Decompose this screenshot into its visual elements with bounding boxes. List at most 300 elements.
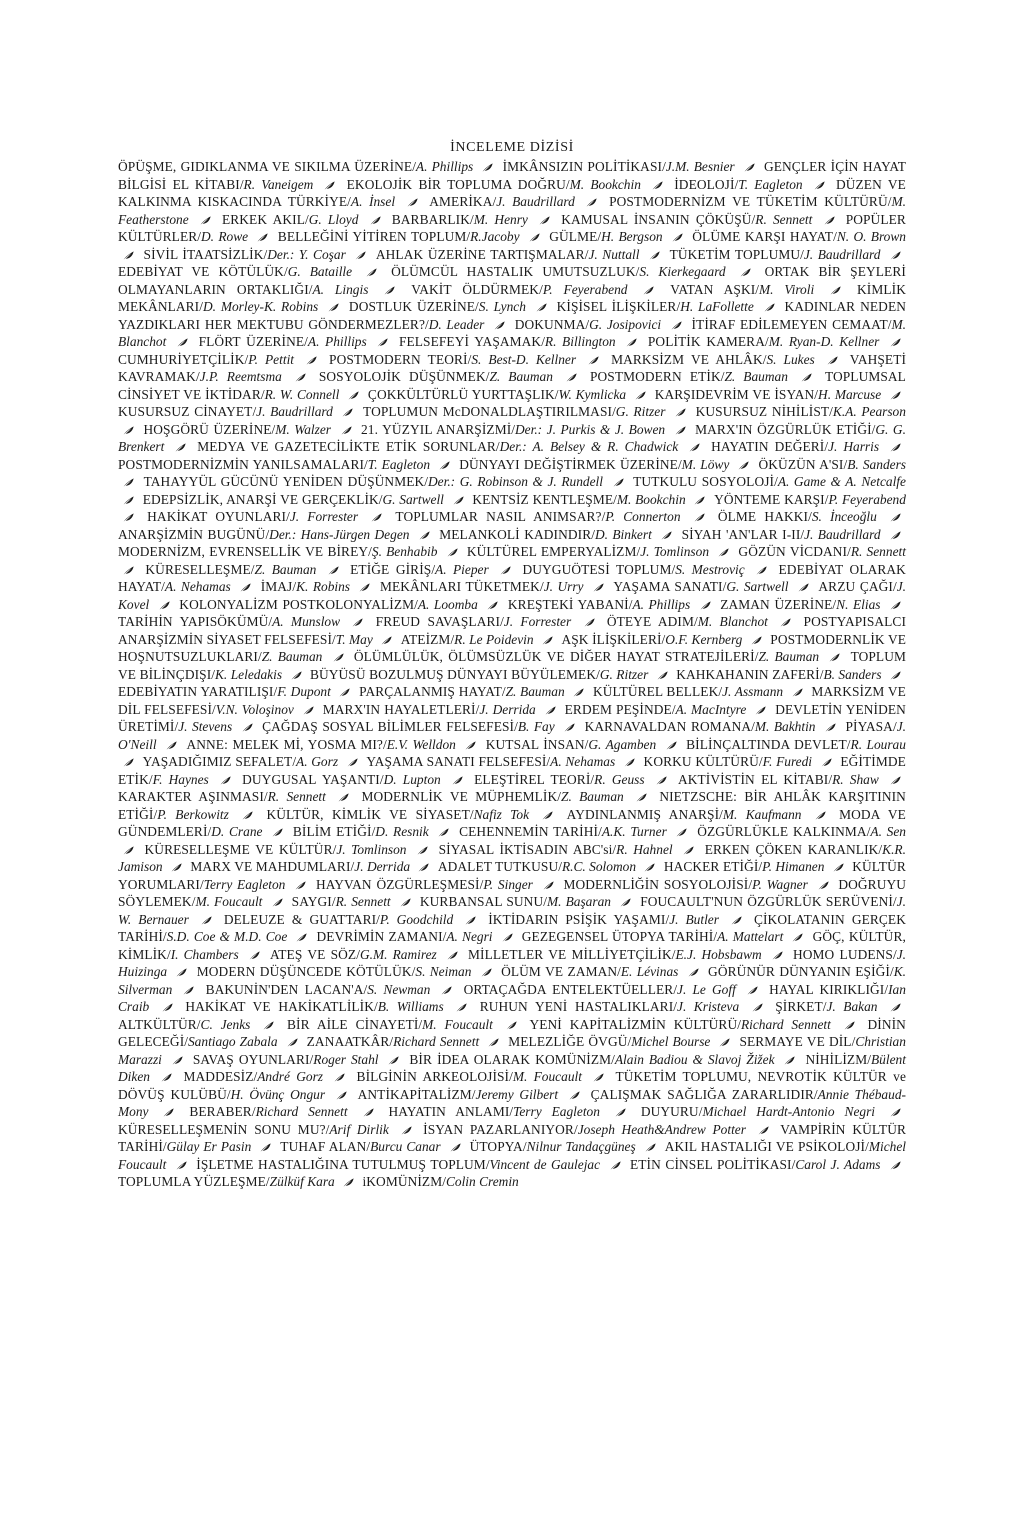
book-title: KUTSAL İNSAN xyxy=(485,736,585,752)
book-title: GÖRÜNÜR DÜNYANIN EŞİĞİ xyxy=(708,964,890,979)
book-title: MODERNLİĞİN SOSYOLOJİSİ xyxy=(563,876,749,892)
book-entry: DOĞRUYU SÖYLEMEK/M. Foucault xyxy=(118,876,907,909)
book-author: S. Lukes xyxy=(766,351,815,367)
book-author: E.J. Hobsbawm xyxy=(675,946,762,962)
book-entry: ELEŞTİREL TEORİ/R. Geuss xyxy=(474,771,645,787)
book-title: PARÇALANMIŞ HAYAT xyxy=(359,684,502,699)
book-entry: POLİTİK KAMERA/M. Ryan-D. Kellner xyxy=(647,334,880,349)
book-author: Michel Foucault xyxy=(118,1139,907,1172)
book-author: D. Rowe xyxy=(201,229,249,244)
book-entry: MADDESİZ/André Gorz xyxy=(183,1069,324,1084)
book-entry: VAMPİRİN KÜLTÜR TARİHİ/Gülay Er Pasin xyxy=(118,1121,906,1154)
book-author: M. Henry xyxy=(473,211,528,227)
book-title: ÖTEYE ADIM xyxy=(606,614,694,629)
book-title: GÖÇ, KÜLTÜR, KİMLİK xyxy=(118,929,906,962)
book-title: NİHİLİZM xyxy=(805,1051,868,1067)
book-title: İMKÂNSIZIN POLİTİKASI xyxy=(502,159,663,174)
book-author: J. O'Neill xyxy=(118,719,906,752)
book-title: DÜZEN VE KALKINMA KISKACINDA TÜRKİYE xyxy=(118,176,906,209)
book-author: A. Nehamas xyxy=(164,579,231,594)
book-author: J. Huizinga xyxy=(118,946,906,979)
book-entry: KÜLTÜREL BELLEK/J. Assmann xyxy=(592,684,784,699)
book-title: 21. YÜZYIL ANARŞİZMİ xyxy=(361,421,512,437)
book-entry: KENTSİZ KENTLEŞME/M. Bookchin xyxy=(472,491,686,507)
leaf-icon xyxy=(439,461,450,470)
book-author: D. Morley-K. Robins xyxy=(202,299,319,314)
book-author: A. Phillips xyxy=(307,334,367,349)
leaf-icon xyxy=(171,863,182,872)
book-author: D. Resnik xyxy=(375,824,429,839)
book-title: FLÖRT ÜZERİNE xyxy=(198,334,305,349)
book-author: J. Derrida xyxy=(354,859,411,874)
leaf-icon xyxy=(675,408,686,417)
leaf-icon xyxy=(539,216,550,225)
book-title: DOKUNMA xyxy=(514,316,586,332)
leaf-icon xyxy=(242,811,253,820)
book-entry: YAŞAMA SANATI/G. Sartwell xyxy=(613,579,789,594)
book-title: ÖKÜZÜN A'SI xyxy=(758,456,844,472)
book-title: YAŞAMA SANATI xyxy=(613,579,723,594)
book-author: S. Kierkegaard xyxy=(639,264,726,279)
leaf-icon xyxy=(240,583,251,592)
book-title: KÜLTÜR, KİMLİK VE SİYASET xyxy=(266,806,470,822)
leaf-icon xyxy=(272,828,283,837)
book-title: NIETZSCHE: BİR AHLÂK KARŞITININ ETİĞİ xyxy=(118,789,906,822)
leaf-icon xyxy=(482,163,493,172)
leaf-icon xyxy=(818,881,829,890)
leaf-icon xyxy=(465,741,476,750)
leaf-icon xyxy=(529,233,540,242)
leaf-icon xyxy=(296,933,307,942)
book-title: KUSURSUZ CİNAYET xyxy=(118,404,253,419)
book-title: KARNAVALDAN ROMANA xyxy=(584,719,752,734)
book-author: P. Himanen xyxy=(762,859,825,874)
book-title: KOLONYALİZM POSTKOLONYALİZM xyxy=(179,596,415,612)
book-title: MEKÂNLARI TÜKETMEK xyxy=(379,579,540,594)
book-title: VATAN AŞKI xyxy=(670,281,756,297)
book-entry: ANNE: MELEK Mİ, YOSMA MI?/E.V. Welldon xyxy=(186,736,456,752)
book-author: J. Kristeva xyxy=(677,999,740,1014)
book-author: R.Jacoby xyxy=(470,229,520,244)
book-entry: VATAN AŞKI/M. Viroli xyxy=(670,281,815,297)
book-entry: HAYAL KIRIKLIĞI/Ian Craib xyxy=(118,981,906,1014)
book-entry: HACKER ETİĞİ/P. Himanen xyxy=(663,859,825,874)
book-author: H. Övünç Ongur xyxy=(230,1086,326,1102)
book-author: J. Stevens xyxy=(178,719,233,734)
book-entry: ADALET TUTKUSU/R.C. Solomon xyxy=(437,859,637,874)
leaf-icon xyxy=(506,1021,517,1030)
leaf-icon xyxy=(610,1161,621,1170)
leaf-icon xyxy=(488,1038,499,1047)
leaf-icon xyxy=(291,671,302,680)
book-author: R. Sennett xyxy=(335,894,391,909)
book-title: ORTAÇAĞDA ENTELEKTÜELLER xyxy=(463,981,674,997)
book-title: HOMO LUDENS xyxy=(793,946,893,962)
leaf-icon xyxy=(719,1038,730,1047)
book-title: VAKİT ÖLDÜRMEK xyxy=(411,281,540,297)
book-entry: HAYVAN ÖZGÜRLEŞMESİ/P. Singer xyxy=(315,876,533,892)
book-author: W. Kymlicka xyxy=(558,386,627,402)
book-title: AKIL HASTALIĞI VE PSİKOLOJİ xyxy=(664,1139,866,1154)
book-entry: ÖLÜM VE ZAMAN/E. Lévinas xyxy=(501,964,679,979)
leaf-icon xyxy=(566,373,577,382)
book-title: EĞİTİMDE ETİK xyxy=(118,754,906,787)
book-title: MODERN DÜŞÜNCEDE KÖTÜLÜK xyxy=(196,964,412,979)
book-author: P. Berkowitz xyxy=(157,806,229,822)
leaf-icon xyxy=(694,513,705,522)
leaf-icon xyxy=(441,986,452,995)
book-title: EKOLOJİK BİR TOPLUMA DOĞRU xyxy=(346,176,566,192)
book-entry: MARKSİZM VE DİL FELSEFESİ/V.N. Voloşinov xyxy=(118,684,906,717)
book-author: M. Foucault xyxy=(512,1069,582,1084)
book-entry: FOUCAULT'NUN ÖZGÜRLÜK SERÜVENİ/J. W. Bernauer xyxy=(118,894,906,927)
book-author: Bülent Diken xyxy=(118,1051,906,1084)
book-entry: KARNAVALDAN ROMANA/M. Bakhtin xyxy=(584,719,816,734)
book-title: ZAMAN ÜZERİNE xyxy=(720,596,833,612)
leaf-icon xyxy=(166,741,177,750)
book-author: Terry Eagleton xyxy=(203,876,286,892)
book-title: DUYGUÖTESİ TOPLUM xyxy=(522,561,672,577)
book-author: R. W. Connell xyxy=(264,386,340,402)
leaf-icon xyxy=(306,356,317,365)
leaf-icon xyxy=(542,636,553,645)
book-author: Arif Dirlik xyxy=(329,1121,389,1137)
book-entry: KAMUSAL İNSANIN ÇÖKÜŞÜ/R. Sennett xyxy=(561,211,813,227)
book-entry: AKIL HASTALIĞI VE PSİKOLOJİ/Michel Foucault xyxy=(118,1139,907,1172)
book-entry: YÖNTEME KARŞI/P. Feyerabend xyxy=(714,491,906,507)
leaf-icon xyxy=(756,566,767,575)
book-title: ÖLÜME KARŞI HAYAT xyxy=(692,229,834,244)
book-title: İDEOLOJİ xyxy=(674,176,735,192)
leaf-icon xyxy=(801,373,812,382)
book-title: MARX'IN ÖZGÜRLÜK ETİĞİ xyxy=(695,421,872,437)
book-author: Vincent de Gaulejac xyxy=(489,1156,601,1172)
leaf-icon xyxy=(295,373,306,382)
book-author: R. Shaw xyxy=(832,771,879,787)
book-author: M. Foucault xyxy=(422,1016,493,1032)
leaf-icon xyxy=(740,268,751,277)
book-author: J. Forrester xyxy=(289,509,359,524)
book-author: S. Best-D. Kellner xyxy=(471,351,577,367)
book-author: T. Eagleton xyxy=(367,456,431,472)
leaf-icon xyxy=(593,583,604,592)
book-title: KÜRESELLEŞMENİN SONU MU? xyxy=(118,1121,326,1137)
book-author: M. Featherstone xyxy=(118,194,906,227)
leaf-icon xyxy=(694,496,705,505)
book-author: J.M. Besnier xyxy=(665,159,735,174)
book-entry: PİYASA/J. O'Neill xyxy=(118,719,906,752)
book-entry: BÜYÜSÜ BOZULMUŞ DÜNYAYI BÜYÜLEMEK/G. Ritzer xyxy=(309,666,649,682)
book-title: BİLİNÇALTINDA DEVLET xyxy=(686,736,847,752)
book-author: G. Ritzer xyxy=(599,666,649,682)
book-title: TÜKETİM TOPLUMU xyxy=(669,246,801,262)
book-title: HOŞGÖRÜ ÜZERİNE xyxy=(143,421,272,437)
book-author: Der.: G. Robinson & J. Rundell xyxy=(428,474,603,489)
book-entry: EDEPSİZLİK, ANARŞİ VE GERÇEKLİK/G. Sartwell xyxy=(142,491,444,507)
book-author: G. Lloyd xyxy=(308,211,359,227)
book-author: H. Marcuse xyxy=(818,386,882,402)
book-entry: ÖPÜŞME, GIDIKLANMA VE SIKILMA ÜZERİNE/A. Phillips xyxy=(118,159,474,174)
book-title: POSTMODERNİZM VE TÜKETİM KÜLTÜRÜ xyxy=(609,194,888,209)
leaf-icon xyxy=(827,356,838,365)
leaf-icon xyxy=(494,321,505,330)
book-title: KENTSİZ KENTLEŞME xyxy=(472,491,614,507)
book-entry: MELANKOLİ KADINDIR/D. Binkert xyxy=(439,526,652,542)
book-entry: KÜRESELLEŞME VE KÜLTÜR/J. Tomlinson xyxy=(144,841,407,857)
book-author: J. W. Bernauer xyxy=(118,894,906,927)
book-author: Nilnur Tandaçgüneş xyxy=(526,1139,636,1154)
book-entry: ORTAÇAĞDA ENTELEKTÜELLER/J. Le Goff xyxy=(463,981,736,997)
leaf-icon xyxy=(751,636,762,645)
book-author: R. Le Poidevin xyxy=(454,631,534,647)
book-title: ETİN CİNSEL POLİTİKASI xyxy=(629,1156,792,1172)
book-title: KÜLTÜREL BELLEK xyxy=(592,684,719,699)
leaf-icon xyxy=(649,251,660,260)
leaf-icon xyxy=(370,216,381,225)
leaf-icon xyxy=(123,566,134,575)
book-entry: YENİ KAPİTALİZMİN KÜLTÜRÜ/Richard Sennett xyxy=(529,1016,831,1032)
book-author: K. Robins xyxy=(296,579,351,594)
book-title: POLİTİK KAMERA xyxy=(647,334,765,349)
book-author: B. Sanders xyxy=(823,666,882,682)
book-author: P. Wagner xyxy=(752,876,808,892)
book-title: BAKUNİN'DEN LACAN'A xyxy=(205,981,364,997)
leaf-icon xyxy=(536,303,547,312)
book-author: Z. Bauman xyxy=(489,369,553,384)
leaf-icon xyxy=(452,776,463,785)
book-author: A. Pieper xyxy=(435,561,489,577)
leaf-icon xyxy=(465,916,476,925)
book-author: R. Vaneigem xyxy=(243,176,314,192)
leaf-icon xyxy=(830,286,841,295)
leaf-icon xyxy=(815,811,826,820)
leaf-icon xyxy=(772,951,783,960)
book-author: A. Phillips xyxy=(415,159,474,174)
book-title: HAKİKAT OYUNLARI xyxy=(147,509,287,524)
leaf-icon xyxy=(163,1108,174,1117)
book-author: D. Leader xyxy=(428,316,485,332)
book-title: ZANAATKÂR xyxy=(306,1034,390,1049)
book-author: A. Gorz xyxy=(296,754,339,769)
book-catalog xyxy=(118,158,906,1191)
book-author: Christian Marazzi xyxy=(118,1034,906,1067)
leaf-icon xyxy=(890,1003,901,1012)
leaf-icon xyxy=(342,408,353,417)
book-author: Terry Eagleton xyxy=(513,1104,600,1119)
book-author: M. Bookchin xyxy=(569,176,641,192)
book-entry: BARBARLIK/M. Henry xyxy=(391,211,528,227)
leaf-icon xyxy=(821,758,832,767)
book-author: M. Bookchin xyxy=(616,491,686,507)
leaf-icon xyxy=(172,1056,183,1065)
book-title: MELANKOLİ KADINDIR xyxy=(439,526,592,542)
book-title: POSTMODERNLİK VE HOŞNUTSUZLUKLARI xyxy=(118,631,907,664)
leaf-icon xyxy=(844,1021,855,1030)
leaf-icon xyxy=(260,1143,271,1152)
book-title: ARZU ÇAĞI xyxy=(818,579,893,594)
book-title: POSTMODERN ETİK xyxy=(589,369,721,384)
book-title: VAHŞETİ KAVRAMAK xyxy=(118,351,907,384)
book-title: BİR İDEA OLARAK KOMÜNİZM xyxy=(409,1051,612,1067)
book-entry: ÖLÜMLÜLÜK, ÖLÜMSÜZLÜK VE DİĞER HAYAT STRATEJİLERİ/Z. Bauman xyxy=(353,649,820,664)
leaf-icon xyxy=(718,548,729,557)
book-title: iKOMÜNİZM xyxy=(362,1174,443,1189)
book-title: DELEUZE & GUATTARI xyxy=(223,911,377,927)
book-title: KÜRESELLEŞME VE KÜLTÜR xyxy=(144,841,333,857)
book-title: ERKEN ÇÖKEN KARANLIK xyxy=(704,841,879,857)
book-title: MELEZLİĞE ÖVGÜ xyxy=(508,1034,628,1049)
book-author: A. İnsel xyxy=(350,194,396,209)
leaf-icon xyxy=(626,338,637,347)
book-entry: ETİĞE GİRİŞ/A. Pieper xyxy=(350,561,489,577)
book-entry: CUMHURİYETÇİLİK/P. Pettit xyxy=(118,351,295,367)
book-title: ÖLÜMLÜLÜK, ÖLÜMSÜZLÜK VE DİĞER HAYAT STRATEJİLERİ xyxy=(353,649,755,664)
book-title: HACKER ETİĞİ xyxy=(663,859,759,874)
book-author: G. Sartwell xyxy=(726,579,789,594)
book-author: Z. Bauman xyxy=(261,649,323,664)
book-entry: TOPLUMLA YÜZLEŞME/Zülküf Kara xyxy=(118,1174,335,1189)
leaf-icon xyxy=(123,758,134,767)
book-title: DOSTLUK ÜZERİNE xyxy=(348,299,476,314)
book-entry: MODA VE GÜNDEMLERİ/D. Crane xyxy=(118,806,906,839)
book-entry: ERKEK AKIL/G. Lloyd xyxy=(221,211,359,227)
book-title: MİLLETLER VE MİLLİYETÇİLİK xyxy=(468,946,672,962)
book-title: SOSYOLOJİK DÜŞÜNMEK xyxy=(318,369,486,384)
book-title: ANNE: MELEK Mİ, YOSMA MI? xyxy=(186,736,383,752)
book-entry: İDEOLOJİ/T. Eagleton xyxy=(674,176,803,192)
leaf-icon xyxy=(688,968,699,977)
book-author: B. Williams xyxy=(377,999,444,1014)
leaf-icon xyxy=(700,601,711,610)
book-title: EDEBİYAT OLARAK HAYAT xyxy=(118,561,906,594)
book-author: Michael Hardt-Antonio Negri xyxy=(702,1104,876,1119)
book-entry: SOSYOLOJİK DÜŞÜNMEK/Z. Bauman xyxy=(318,369,553,384)
book-author: A. MacIntyre xyxy=(675,701,747,717)
leaf-icon xyxy=(657,671,668,680)
leaf-icon xyxy=(890,776,901,785)
leaf-icon xyxy=(833,863,844,872)
book-author: J. Butler xyxy=(669,911,719,927)
leaf-icon xyxy=(689,443,700,452)
leaf-icon xyxy=(569,1091,580,1100)
leaf-icon xyxy=(418,863,429,872)
book-author: P. Pettit xyxy=(248,351,295,367)
leaf-icon xyxy=(624,758,635,767)
book-entry: DELEUZE & GUATTARI/P. Goodchild xyxy=(223,911,454,927)
book-title: KİMLİK MEKÂNLARI xyxy=(118,281,906,314)
book-title: ATEİZM xyxy=(400,631,451,647)
book-author: Annie Thébaud-Mony xyxy=(118,1086,906,1119)
book-title: KURBANSAL SUNU xyxy=(419,894,544,909)
leaf-icon xyxy=(672,233,683,242)
book-title: ÇİKOLATANIN GERÇEK TARİHİ xyxy=(118,911,906,944)
leaf-icon xyxy=(764,303,775,312)
book-entry: TUHAF ALAN/Burcu Canar xyxy=(280,1139,441,1154)
book-author: J. Harris xyxy=(828,439,880,454)
book-entry: DOKUNMA/G. Josipovici xyxy=(514,316,662,332)
book-title: ERDEM PEŞİNDE xyxy=(564,701,672,717)
book-author: A. Negri xyxy=(446,929,493,944)
leaf-icon xyxy=(666,741,677,750)
leaf-icon xyxy=(661,531,672,540)
book-author: R.C. Solomon xyxy=(561,859,637,874)
book-title: TOPLUMLAR NASIL ANIMSAR? xyxy=(395,509,602,524)
leaf-icon xyxy=(890,443,901,452)
book-entry: BİLGİNİN ARKEOLOJİSİ/M. Foucault xyxy=(356,1069,582,1084)
book-title: EDEPSİZLİK, ANARŞİ VE GERÇEKLİK xyxy=(142,491,379,507)
book-author: André Gorz xyxy=(257,1069,324,1084)
leaf-icon xyxy=(588,356,599,365)
book-title: GEZEGENSEL ÜTOPYA TARİHİ xyxy=(521,929,714,944)
book-title: KAMUSAL İNSANIN ÇÖKÜŞÜ xyxy=(561,211,752,227)
leaf-icon xyxy=(792,688,803,697)
leaf-icon xyxy=(890,513,901,522)
book-entry: DEVLETİN YENİDEN ÜRETİMİ/J. Stevens xyxy=(118,701,906,734)
book-entry: PARÇALANMIŞ HAYAT/Z. Bauman xyxy=(359,684,565,699)
book-author: Z. Bauman xyxy=(254,561,317,577)
leaf-icon xyxy=(824,216,835,225)
book-title: ÖZGÜRLÜKLE KALKINMA xyxy=(697,824,867,839)
book-entry: HOMO LUDENS/J. Huizinga xyxy=(118,946,906,979)
book-author: Santiago Zabala xyxy=(187,1034,278,1049)
book-entry: MEKÂNLARI TÜKETMEK/J. Urry xyxy=(379,579,584,594)
book-author: A.K. Turner xyxy=(601,824,667,839)
book-author: J. Urry xyxy=(543,579,584,594)
book-entry: FREUD SAVAŞLARI/J. Forrester xyxy=(375,614,572,629)
book-entry: ÖTEYE ADIM/M. Blanchot xyxy=(606,614,768,629)
book-title: PİYASA xyxy=(845,719,893,734)
book-author: J. Forrester xyxy=(503,614,572,629)
book-title: HAYAL KIRIKLIĞI xyxy=(769,981,885,997)
leaf-icon xyxy=(758,1126,769,1135)
book-title: EDEBİYAT VE KÖTÜLÜK xyxy=(118,264,284,279)
series-page xyxy=(118,140,906,1191)
book-title: DÜNYAYI DEĞİŞTİRMEK ÜZERİNE xyxy=(459,456,678,472)
book-author: M. Kaufmann xyxy=(722,806,802,822)
leaf-icon xyxy=(502,933,513,942)
leaf-icon xyxy=(123,496,134,505)
leaf-icon xyxy=(162,1003,173,1012)
book-author: Zülküf Kara xyxy=(269,1174,335,1189)
book-author: K. Leledakis xyxy=(215,666,283,682)
book-entry: KÜRESELLEŞMENİN SONU MU?/Arif Dirlik xyxy=(118,1121,389,1137)
book-entry: ÇAĞDAŞ SOSYAL BİLİMLER FELSEFESİ/B. Fay xyxy=(262,719,555,734)
book-title: KARŞIDEVRİM VE İSYAN xyxy=(654,386,815,402)
book-title: KÜRESELLEŞME xyxy=(145,561,251,577)
book-entry: SİYASAL İKTİSADIN ABC'si/R. Hahnel xyxy=(438,841,673,857)
book-author: Z. Bauman xyxy=(758,649,820,664)
book-author: Richard Sennett xyxy=(255,1104,348,1119)
book-author: Alain Badiou & Slavoj Žižek xyxy=(614,1051,775,1067)
book-author: S. Newman xyxy=(367,981,431,997)
book-entry: ORTAK BİR ŞEYLERİ OLMAYANLARIN ORTAKLIĞI/A. Lingis xyxy=(118,264,906,297)
book-title: ÇAĞDAŞ SOSYAL BİLİMLER FELSEFESİ xyxy=(262,719,515,734)
book-entry: İKTİDARIN PSİŞİK YAŞAMI/J. Butler xyxy=(488,911,719,927)
book-title: HAYATIN DEĞERİ xyxy=(711,439,825,454)
book-title: KORKU KÜLTÜRÜ xyxy=(643,754,759,769)
book-title: AKTİVİSTİN EL KİTABI xyxy=(677,771,829,787)
book-title: KAHKAHANIN ZAFERİ xyxy=(676,666,820,682)
leaf-icon xyxy=(295,881,306,890)
leaf-icon xyxy=(784,1056,795,1065)
book-author: M. Blanchot xyxy=(118,316,906,349)
book-title: ELEŞTİREL TEORİ xyxy=(474,771,591,787)
leaf-icon xyxy=(500,566,511,575)
book-author: S. Lynch xyxy=(478,299,526,314)
book-author: R. Billington xyxy=(544,334,616,349)
book-title: SİYASAL İKTİSADIN ABC'si xyxy=(438,841,613,857)
book-author: H. Bergson xyxy=(601,229,663,244)
